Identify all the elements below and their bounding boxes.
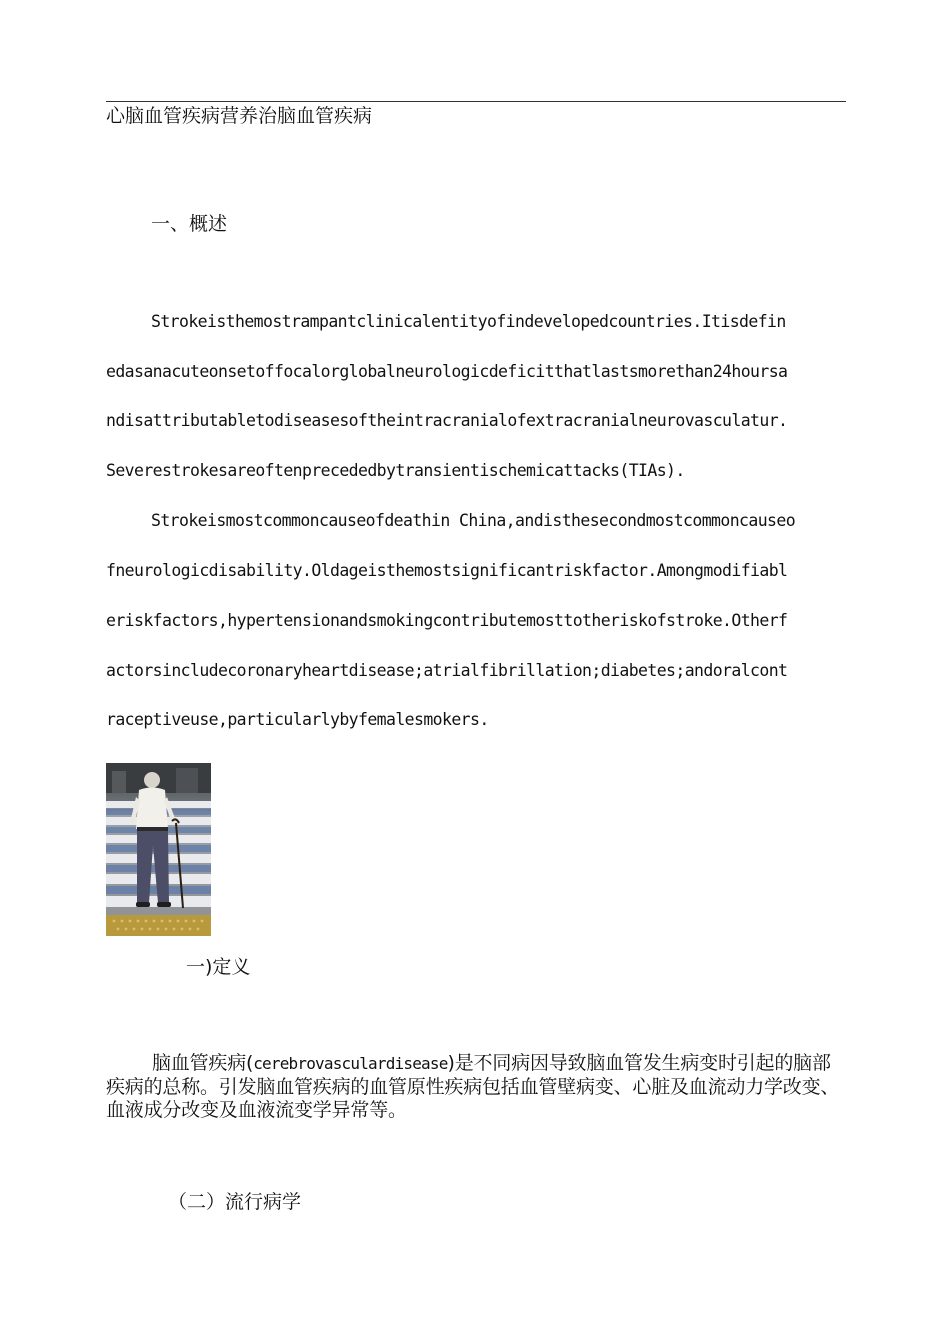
definition-text-body: )是不同病因导致脑血管发生病变时引起的脑部疾病的总称。引发脑血管疾病的血管原性疾病包括血管壁病变、心脏及血流动力学改变、血液成分改变及血液流变学异常等。 [106, 1052, 840, 1121]
section-heading-definition: 一)定义 [186, 956, 251, 978]
paragraph-line: Strokeisthemostrampantclinicalentityofindevelopedcountries.Itisdefin [151, 312, 786, 331]
document-title: 心脑血管疾病营养治脑血管疾病 [106, 105, 373, 127]
definition-term: cerebrovasculardisease [253, 1054, 448, 1073]
definition-text-prefix: 脑血管疾病( [152, 1052, 254, 1074]
section-heading-overview: 一、概述 [151, 213, 228, 235]
paragraph-line: Strokeismostcommoncauseofdeathin China,andisthesecondmostcommoncauseo [151, 511, 796, 530]
elderly-man-with-cane-photo [106, 763, 211, 936]
definition-paragraph [106, 1052, 846, 1123]
header-rule [106, 101, 846, 102]
paragraph-line: edasanacuteonsetoffocalorglobalneurologicdeficitthatlastsmorethan24hoursa [106, 362, 788, 381]
paragraph-line: Severestrokesareoftenprecededbytransientischemicattacks(TIAs). [106, 461, 685, 480]
section-heading-epidemiology: （二）流行病学 [168, 1191, 302, 1213]
paragraph-line: fneurologicdisability.Oldageisthemostsignificantriskfactor.Amongmodifiabl [106, 561, 788, 580]
paragraph-line: raceptiveuse,particularlybyfemalesmokers. [106, 710, 489, 729]
paragraph-line: ndisattributabletodiseasesoftheintracranialofextracranialneurovasculatur. [106, 411, 788, 430]
paragraph-line: actorsincludecoronaryheartdisease;atrialfibrillation;diabetes;andoralcont [106, 661, 788, 680]
paragraph-line: eriskfactors,hypertensionandsmokingcontributemosttotheriskofstroke.Otherf [106, 611, 788, 630]
